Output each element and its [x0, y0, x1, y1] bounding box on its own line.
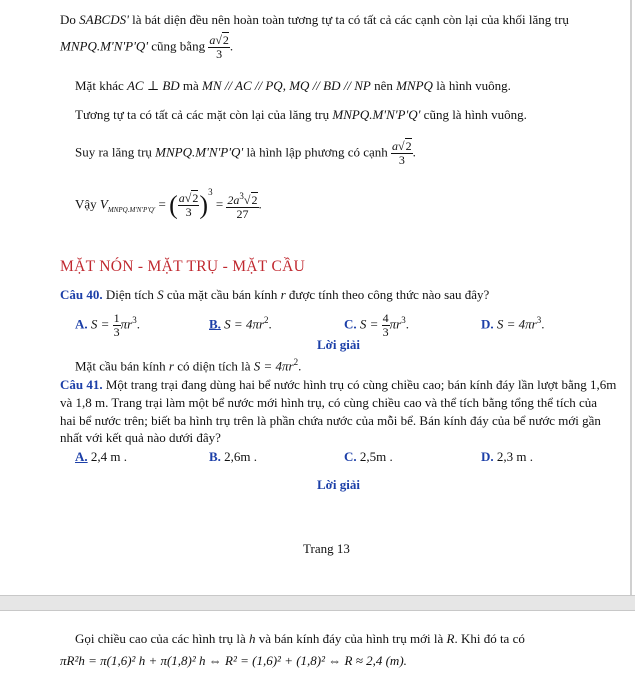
question-41-line-3: hai bể nước trên; biết ba hình trụ trên là phần chứa nước của mỗi bể. Bán kính đáy của bể nước mới gần	[60, 413, 601, 428]
paren-open: (	[169, 190, 178, 220]
paren-close: )	[199, 190, 209, 220]
solution-40	[75, 354, 301, 374]
math-formula: S = 4πr	[253, 358, 294, 374]
intro-line-1	[60, 12, 569, 28]
text: .	[405, 316, 409, 332]
question-41-line-4: nhất với kết quả nào dưới đây?	[60, 430, 221, 445]
volume-subscript: MNPQ.M'N'P'Q'	[107, 206, 156, 215]
option-letter: D.	[481, 316, 494, 332]
fraction-edge: $\frac{a√2}{3}$	[178, 191, 199, 219]
frac-num: a	[209, 33, 216, 47]
text: .	[268, 316, 272, 332]
option-letter: B.	[209, 449, 221, 464]
option-letter-correct: A.	[75, 449, 88, 464]
q40-option-c[interactable]	[344, 312, 409, 339]
text: .	[298, 358, 302, 374]
frac-num: 2a	[227, 193, 240, 207]
q40-option-a[interactable]	[75, 312, 140, 339]
option-formula: S =	[359, 316, 382, 332]
text: ,	[282, 78, 290, 93]
text: .	[412, 144, 416, 160]
intro-line-4	[75, 107, 527, 123]
text: nên	[370, 78, 397, 93]
frac-den: 3	[113, 325, 120, 339]
math-s: S	[157, 287, 164, 302]
math-prism: MNPQ.M'N'P'Q'	[155, 144, 244, 160]
solution-41-line-1	[75, 631, 525, 647]
fraction-edge: $\frac{a√2}{3}$	[209, 33, 229, 61]
frac-sqrt: 2	[405, 139, 412, 153]
text: .	[136, 316, 140, 332]
q41-option-c[interactable]	[344, 449, 393, 465]
text: có diện tích là	[173, 358, 254, 374]
solution-label-41: Lời giải	[317, 477, 360, 492]
page-edge-shadow	[630, 0, 632, 595]
frac-den: 3	[185, 205, 192, 219]
text: được tính theo công thức nào sau đây?	[285, 287, 490, 302]
math-perp: AC ⊥ BD	[126, 78, 180, 93]
option-formula: πr	[389, 316, 402, 332]
exponent: 3	[401, 315, 406, 326]
intro-line-2	[60, 34, 233, 61]
intro-line-6-volume	[75, 187, 262, 221]
text: Một trang trại đang dùng hai bể nước hình trụ có cùng chiều cao; bán kính đáy lần lượt bằng 1,6m	[102, 377, 617, 392]
text: =	[212, 196, 227, 212]
text: =	[155, 196, 170, 212]
fraction-volume: $\frac{2a^3√2}{27}$	[227, 191, 258, 221]
option-formula: πr	[120, 316, 133, 332]
exponent: 3	[536, 315, 542, 325]
math-prism: MNPQ.M'N'P'Q'	[60, 38, 149, 54]
frac-den: 3	[382, 325, 389, 339]
frac-den: 27	[236, 207, 249, 221]
option-text: 2,4 m .	[87, 449, 128, 464]
frac-den: 3	[398, 153, 405, 167]
math-r: r	[280, 287, 286, 302]
section-title: MẶT NÓN - MẶT TRỤ - MẶT CẦU	[60, 258, 306, 275]
text: .	[541, 316, 545, 332]
text: Gọi chiều cao của các hình trụ là	[75, 631, 249, 646]
text: Tương tự ta có tất cả các mặt còn lại của lăng trụ	[75, 107, 333, 122]
question-41-line-2: và 1,8 m. Trang trại làm một bể nước mới hình trụ, có cùng chiều cao và thể tích bằng tổng thể tích của	[60, 395, 598, 410]
math-prism: MNPQ.M'N'P'Q'	[332, 107, 421, 122]
text: Suy ra lăng trụ	[75, 144, 156, 160]
page-number: Trang 13	[303, 541, 350, 556]
text: cũng bằng	[148, 38, 209, 54]
exponent: 3	[239, 191, 244, 201]
option-fraction	[113, 312, 121, 339]
q41-option-a[interactable]	[75, 449, 127, 465]
option-formula: S = 4πr	[224, 316, 265, 332]
math-volume: V	[99, 196, 108, 212]
option-letter: C.	[344, 449, 357, 464]
q40-option-b[interactable]	[209, 312, 272, 332]
math-mnpq: MNPQ	[396, 78, 433, 93]
text: là hình lập phương có cạnh	[243, 144, 392, 160]
math-r: R	[446, 631, 455, 646]
frac-num: a	[392, 139, 399, 153]
option-text: 2,3 m .	[493, 449, 534, 464]
frac-sqrt: 2	[251, 193, 258, 207]
text: Do	[60, 12, 80, 27]
question-40	[60, 287, 489, 303]
text: Mặt cầu bán kính	[75, 358, 169, 374]
exponent: 3	[208, 187, 213, 198]
intro-line-3	[75, 78, 511, 94]
option-letter: A.	[75, 316, 88, 332]
text: .	[229, 38, 234, 54]
frac-den: 3	[216, 47, 223, 61]
text: mà	[179, 78, 203, 93]
math-h: h	[248, 631, 256, 646]
text: và bán kính đáy của hình trụ mới là	[255, 631, 447, 646]
page-separator	[0, 595, 635, 611]
exponent: 2	[264, 315, 269, 325]
math-parallel-2: MQ // BD // NP	[289, 78, 371, 93]
fraction-edge: $\frac{a√2}{3}$	[392, 139, 412, 167]
q41-option-b[interactable]	[209, 449, 257, 465]
frac-sqrt: 2	[222, 33, 229, 47]
math-sabcds: SABCDS'	[79, 12, 129, 27]
option-letter: D.	[481, 449, 494, 464]
solution-41-line-2: πR²h = π(1,6)² h + π(1,8)² h ⇔ R² = (1,6)² + (1,8)² ⇔ R ≈ 2,4 (m).	[60, 653, 407, 668]
math-r: r	[168, 358, 174, 374]
exponent: 2	[293, 357, 299, 367]
text: . Khi đó ta có	[454, 631, 525, 646]
question-41-line-1	[60, 377, 616, 393]
option-letter-correct: B.	[209, 316, 221, 332]
frac-sqrt: 2	[192, 191, 199, 205]
solution-label-40: Lời giải	[317, 337, 360, 352]
option-letter: C.	[344, 316, 357, 332]
text: Mặt khác	[75, 78, 127, 93]
option-text: 2,6m .	[220, 449, 258, 464]
text: của mặt cầu bán kính	[163, 287, 281, 302]
text: Vậy	[75, 196, 100, 212]
text: cũng là hình vuông.	[420, 107, 527, 122]
text: là hình vuông.	[432, 78, 511, 93]
option-fraction	[382, 312, 390, 339]
exponent: 3	[132, 315, 137, 326]
frac-num: a	[178, 191, 185, 205]
q40-option-d[interactable]	[481, 312, 545, 332]
frac-num: 4	[382, 311, 389, 325]
option-formula: S =	[90, 316, 113, 332]
intro-line-5	[75, 140, 416, 167]
option-text: 2,5m .	[356, 449, 393, 464]
math-parallel-1: MN // AC // PQ	[202, 78, 283, 93]
option-formula: S = 4πr	[496, 316, 537, 332]
question-label: Câu 40.	[60, 287, 103, 302]
page-14	[0, 611, 635, 684]
q41-option-d[interactable]	[481, 449, 533, 465]
question-label: Câu 41.	[60, 377, 103, 392]
text: là bát diện đều nên hoàn toàn tương tự ta có tất cả các cạnh còn lại của khối lăng trụ	[128, 12, 569, 27]
frac-num: 1	[113, 311, 120, 325]
text: Diện tích	[102, 287, 158, 302]
text: .	[258, 196, 262, 212]
